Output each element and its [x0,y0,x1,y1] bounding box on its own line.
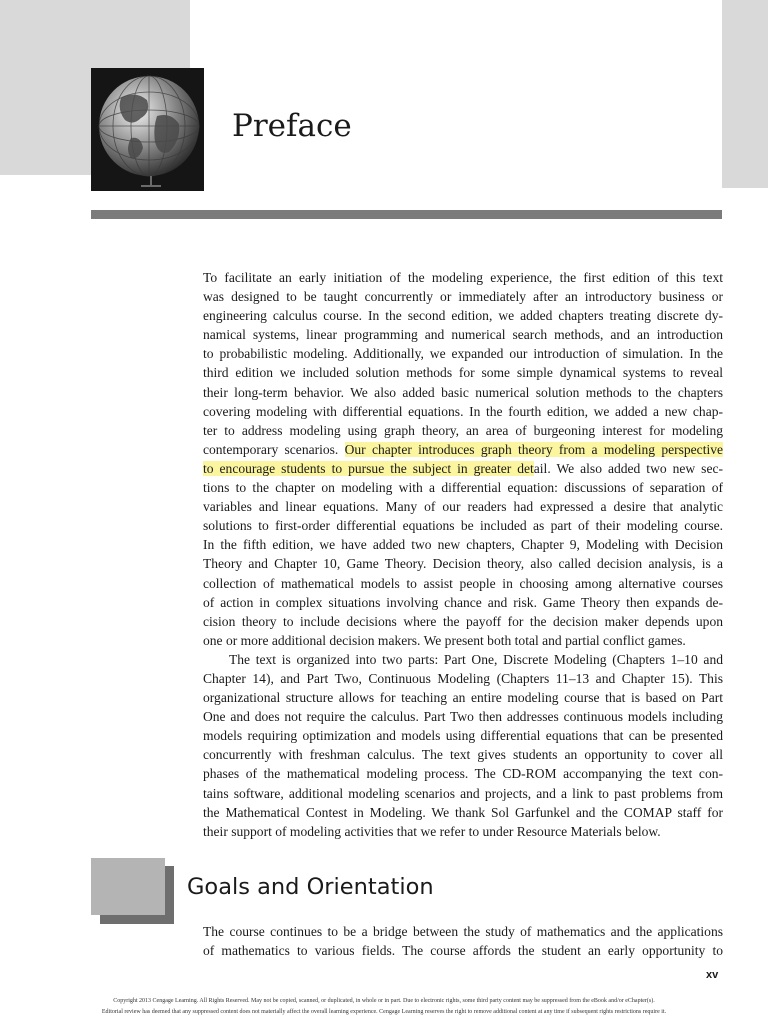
body-line: one or more additional decision makers. We present both total and partial conflict games. [203,632,686,648]
body-line: In the fifth edition, we have added two new chapters, Chapter 9, Modeling with Decision [203,537,723,553]
section-title: Goals and Orientation [187,874,434,900]
body-line: models requiring optimization and models using differential equations that can be presented [203,728,723,744]
copyright-line: Copyright 2013 Cengage Learning. All Rights Reserved. May not be copied, scanned, or duplicated, in whole or in part. Due to electronic rights, some third party content may be suppressed from the eBook and/or eChapter(s). [113,998,655,1004]
body-line: covering modeling with differential equations. In the fourth edition, we added a new chap- [203,403,723,419]
body-line: One and does not require the calculus. Part Two then addresses continuous models including [203,709,723,725]
body-line: tions to the chapter on modeling with a differential equation: discussions of separation of [203,480,723,496]
preface-body [203,268,723,841]
body-line: phases of the mathematical modeling process. The CD-ROM accompanying the text con- [203,766,723,782]
body-line: the Mathematical Contest in Modeling. We thank Sol Garfunkel and the COMAP staff for [203,804,723,820]
body-line: namical systems, linear programming and numerical search methods, and an introduction [203,327,723,343]
body-line-highlighted [203,440,723,459]
body-line: of mathematics to various fields. The course affords the student an early opportunity to [203,943,723,959]
body-line: tains software, additional modeling scenarios and projects, and a link to past problems from [203,785,723,801]
highlighted-text: Our chapter introduces graph theory from a modeling perspective [344,441,724,457]
body-line: Chapter 14), and Part Two, Continuous Modeling (Chapters 11–13 and Chapter 15). This [203,670,723,686]
body-line: engineering calculus course. In the second edition, we added chapters treating discrete dy- [203,308,723,324]
copyright-line: Editorial review has deemed that any suppressed content does not materially affect the overall learning experience. Cengage Learning reserves the right to remove additional content at any time if subsequent rights restrictions require it. [101,1009,667,1015]
body-line: was designed to be taught concurrently or immediately after an introductory business or [203,289,723,305]
line-text: ail. We also added two new sec- [533,460,723,476]
body-line: solutions to first-order differential equations be included as part of their modeling course. [203,518,723,534]
globe-icon [91,68,204,191]
page-title: Preface [232,108,352,144]
body-line-highlighted [203,459,723,478]
body-line: their support of modeling activities that we refer to under Resource Materials below. [203,823,661,839]
section-icon [91,858,165,915]
globe-image [91,68,204,191]
title-rule [91,210,722,219]
body-line: Theory and Chapter 10, Game Theory. Decision theory, also called decision analysis, is a [203,556,723,572]
body-line: organizational structure allows for teaching an entire modeling course that is based on Part [203,690,723,706]
body-line: The course continues to be a bridge between the study of mathematics and the applications [203,924,723,939]
body-line: cision theory to include decisions where the payoff for the decision maker depends upon [203,613,723,629]
body-line: of action in complex situations involving chance and risk. Game Theory then expands de- [203,594,723,610]
body-line: concurrently with freshman calculus. The text gives students an opportunity to cover all [203,747,723,763]
corner-decoration-right [722,0,768,188]
body-line: to probabilistic modeling. Additionally, we expanded our introduction of simulation. In the [203,346,723,362]
body-line: variables and linear equations. Many of our readers had expressed a desire that analytic [203,499,723,515]
highlighted-text: to encourage students to pursue the subject in greater det [203,460,534,476]
body-line: The text is organized into two parts: Part One, Discrete Modeling (Chapters 1–10 and [229,651,723,667]
body-line: collection of mathematical models to assist people in choosing among alternative courses [203,575,723,591]
body-line: ter to address modeling using graph theory, an area of burgeoning interest for modeling [203,422,723,438]
section-body [203,922,723,960]
line-text: contemporary scenarios. [203,441,345,457]
copyright-notice [0,996,768,1018]
page-number: xv [706,969,719,981]
body-line: To facilitate an early initiation of the modeling experience, the first edition of this text [203,270,723,285]
body-line: third edition we included solution methods for some simple dynamical systems to reveal [203,365,723,381]
body-line: their long-term behavior. We also added basic numerical solution methods to the chapters [203,384,723,400]
